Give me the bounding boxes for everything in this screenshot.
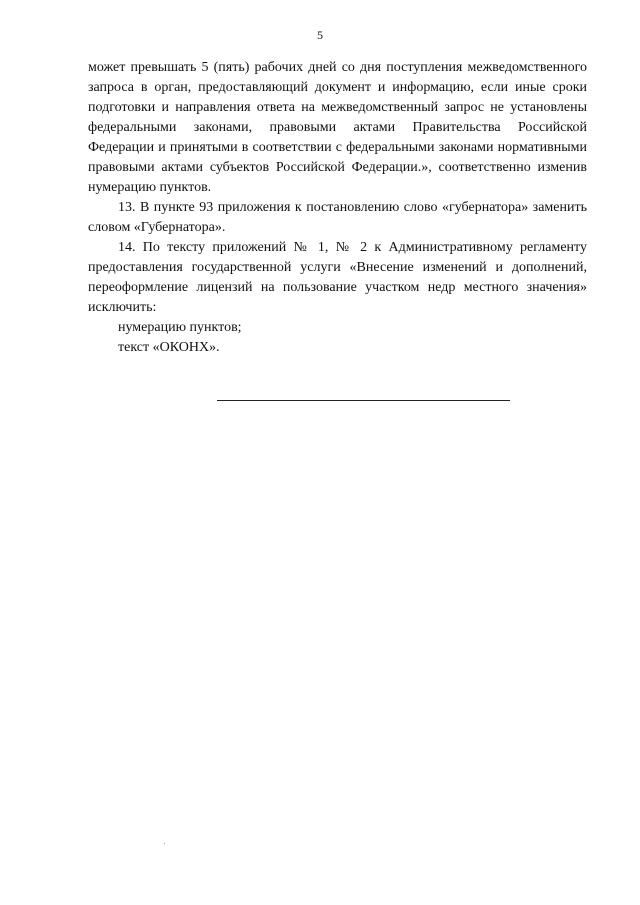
paragraph-item-13: 13. В пункте 93 приложения к постановлению слово «губернатора» заменить словом «Губернатора». xyxy=(88,200,587,235)
scan-speck xyxy=(164,843,165,844)
paragraph-continuation: может превышать 5 (пять) рабочих дней со дня поступления межведомственного запроса в орган, предоставляющий документ и информацию, если иные сроки подготовки и направления ответа на межведомственный запрос не установлены федеральными законами, правовыми актами Правительства Российской Федерации и принятыми в соответствии с федеральными законами нормативными правовыми актами субъектов Российской Федерации.», соответственно изменив нумерацию пунктов. xyxy=(88,60,587,195)
page-number: 5 xyxy=(317,28,323,42)
paragraph-item-14: 14. По тексту приложений № 1, № 2 к Административному регламенту предоставления государственной услуги «Внесение изменений и дополнений, переоформление лицензий на пользование участком недр местного значения» исключить: xyxy=(88,240,587,315)
document-body xyxy=(88,58,587,358)
end-separator-line xyxy=(217,400,510,401)
list-item: нумерацию пунктов; xyxy=(118,320,242,335)
list-item: текст «ОКОНХ». xyxy=(118,340,220,355)
